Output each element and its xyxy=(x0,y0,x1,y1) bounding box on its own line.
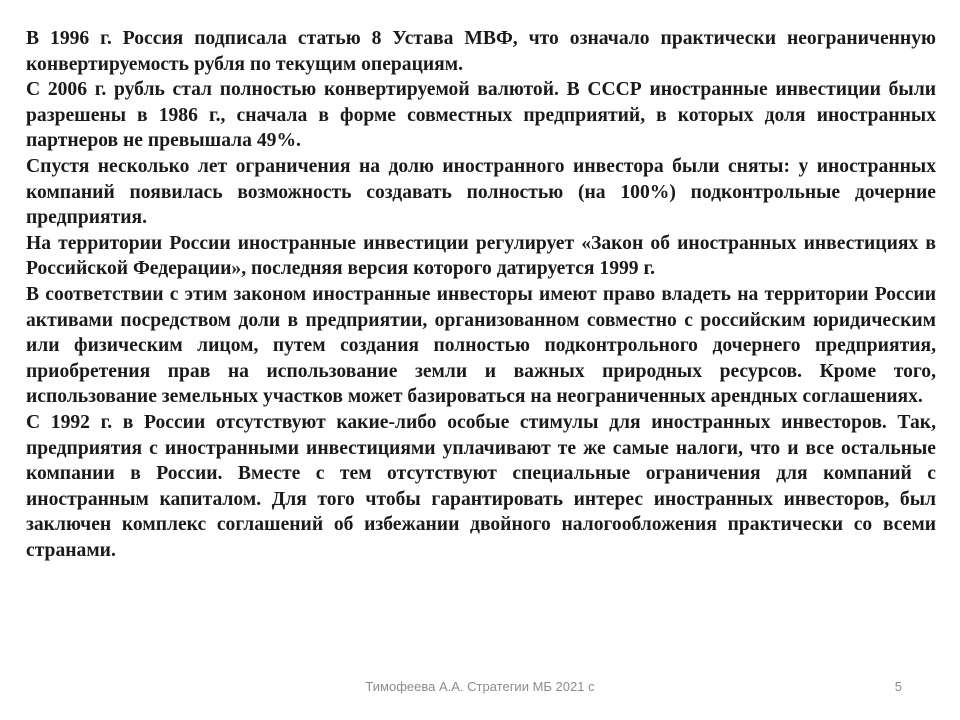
paragraph-foreign-investment-law: На территории России иностранные инвестиции регулирует «Закон об иностранных инвестициях в Российской Федерации», последняя версия которого датируется 1999 г. xyxy=(26,232,936,280)
page-number: 5 xyxy=(894,679,902,694)
paragraph-no-special-incentives: С 1992 г. в России отсутствуют какие-либо особые стимулы для иностранных инвесторов. Так, предприятия с иностранными инвестициями уплачивают те же самые налоги, что и все остальные компании в России. Вместе с тем отсутствуют специальные ограничения для компаний с иностранным капиталом. Для того чтобы гарантировать интерес иностранных инвесторов, был заключен комплекс соглашений об избежании двойного налогообложения практически со всеми странами. xyxy=(26,411,936,561)
slide-body-text xyxy=(26,26,936,563)
slide-footer xyxy=(0,679,960,699)
paragraph-investor-rights: В соответствии с этим законом иностранные инвесторы имеют право владеть на территории России активами посредством доли в предприятии, организованном совместно с российским юридическим или физическим лицом, путем создания полностью подконтрольного дочернего предприятия, приобретения прав на использование земли и важных природных ресурсов. Кроме того, использование земельных участков может базироваться на неограниченных арендных соглашениях. xyxy=(26,283,936,408)
paragraph-imf-article-8: В 1996 г. Россия подписала статью 8 Устава МВФ, что означало практически неограниченную конвертируемость рубля по текущим операциям. xyxy=(26,28,936,75)
footer-caption: Тимофеева А.А. Стратегии МБ 2021 с xyxy=(365,679,595,694)
paragraph-ruble-convertibility: С 2006 г. рубль стал полностью конвертируемой валютой. В СССР иностранные инвестиции были разрешены в 1986 г., сначала в форме совместных предприятий, в которых доля иностранных партнеров не превышала 49%. xyxy=(26,79,936,152)
paragraph-restrictions-lifted: Спустя несколько лет ограничения на долю иностранного инвестора были сняты: у иностранных компаний появилась возможность создавать полностью (на 100%) подконтрольные дочерние предприятия. xyxy=(26,155,936,229)
